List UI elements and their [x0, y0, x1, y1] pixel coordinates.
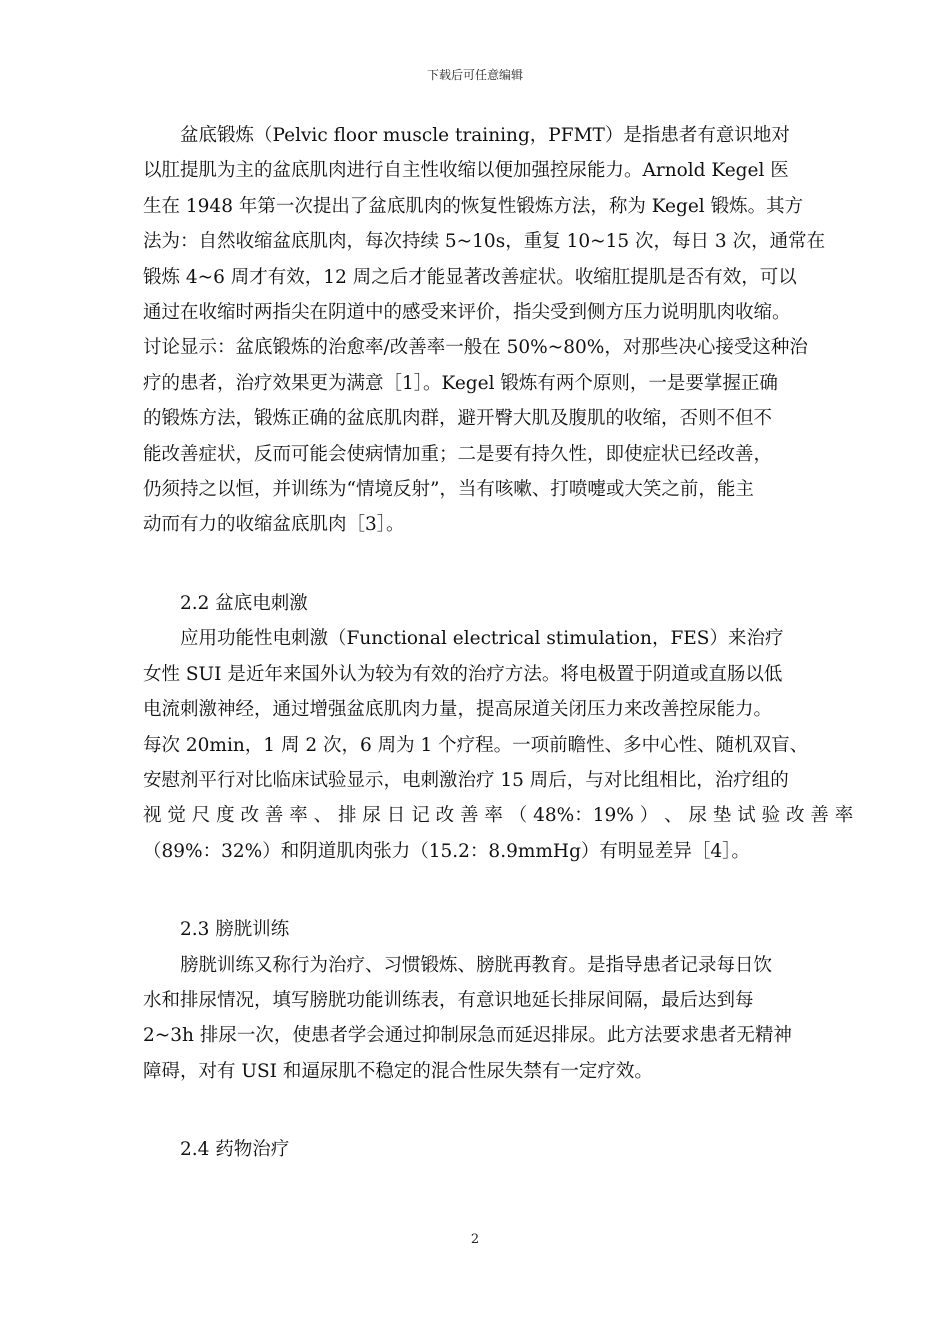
text-line: 锻炼 4~6 周才有效，12 周之后才能显著改善症状。收缩肛提肌是否有效，可以 [143, 266, 797, 288]
text-line: 2~3h 排尿一次，使患者学会通过抑制尿急而延迟排尿。此方法要求患者无精神 [143, 1025, 792, 1047]
text-line: 每次 20min，1 周 2 次，6 周为 1 个疗程。一项前瞻性、多中心性、随机双盲、 [143, 734, 809, 756]
text-line: 通过在收缩时两指尖在阴道中的感受来评价，指尖受到侧方压力说明肌肉收缩。 [143, 302, 791, 324]
text-line: 仍须持之以恒，并训练为“情境反射”，当有咳嗽、打喷嚏或大笑之前，能主 [143, 479, 754, 501]
paragraph-pfmt [143, 118, 826, 543]
text-line: 膀胱训练又称行为治疗、习惯锻炼、膀胱再教育。是指导患者记录每日饮 [180, 954, 773, 976]
paragraph-electrical-stimulation [143, 621, 854, 869]
section-heading-electrical-stimulation: 2.2 盆底电刺激 [180, 592, 308, 614]
text-line: 能改善症状，反而可能会使病情加重；二是要有持久性，即使症状已经改善， [143, 443, 773, 465]
section-gap [143, 543, 811, 586]
text-line: 动而有力的收缩盆底肌肉［3］。 [143, 514, 405, 536]
text-line: 盆底锻炼（Pelvic floor muscle training，PFMT）是指患者有意识地对 [180, 125, 790, 146]
page-number: 2 [470, 1232, 480, 1247]
text-line: 讨论显示：盆底锻炼的治愈率/改善率一般在 50%~80%，对那些决心接受这种治 [143, 337, 808, 359]
page-header: 下载后可任意编辑 [426, 68, 523, 82]
text-line: 生在 1948 年第一次提出了盆底肌肉的恢复性锻炼方法，称为 Kegel 锻炼。其方 [143, 195, 804, 217]
text-line: 以肛提肌为主的盆底肌肉进行自主性收缩以便加强控尿能力。Arnold Kegel 医 [143, 160, 789, 182]
section-heading-drug-therapy: 2.4 药物治疗 [180, 1139, 290, 1161]
paragraph-bladder-training [143, 948, 811, 1090]
section-gap [143, 869, 811, 912]
text-line: 障碍，对有 USI 和逼尿肌不稳定的混合性尿失禁有一定疗效。 [143, 1060, 653, 1082]
text-line: 的锻炼方法，锻炼正确的盆底肌肉群，避开臀大肌及腹肌的收缩，否则不但不 [143, 408, 773, 430]
section-heading-bladder-training: 2.3 膀胱训练 [180, 919, 290, 941]
text-line: 水和排尿情况，填写膀胱功能训练表，有意识地延长排尿间隔，最后达到每 [143, 989, 754, 1011]
text-line: 视 觉 尺 度 改 善 率 、 排 尿 日 记 改 善 率 （ 48%：19% ） 、 尿 垫 试 验 改 善 率 [143, 805, 854, 827]
text-line: 法为：自然收缩盆底肌肉，每次持续 5~10s，重复 10~15 次，每日 3 次，通常在 [143, 231, 826, 253]
text-line: 女性 SUI 是近年来国外认为较为有效的治疗方法。将电极置于阴道或直肠以低 [143, 663, 783, 685]
section-gap [143, 1089, 811, 1132]
text-line: 电流刺激神经，通过增强盆底肌肉力量，提高尿道关闭压力来改善控尿能力。 [143, 699, 773, 721]
document-body [143, 118, 854, 1168]
text-line: 疗的患者，治疗效果更为满意［1］。Kegel 锻炼有两个原则，一是要掌握正确 [143, 372, 778, 394]
text-line: 安慰剂平行对比临床试验显示，电刺激治疗 15 周后，与对比组相比，治疗组的 [143, 769, 789, 791]
text-line: （89%：32%）和阴道肌肉张力（15.2：8.9mmHg）有明显差异［4］。 [143, 840, 750, 862]
text-line: 应用功能性电刺激（Functional electrical stimulation，FES）来治疗 [180, 628, 784, 650]
